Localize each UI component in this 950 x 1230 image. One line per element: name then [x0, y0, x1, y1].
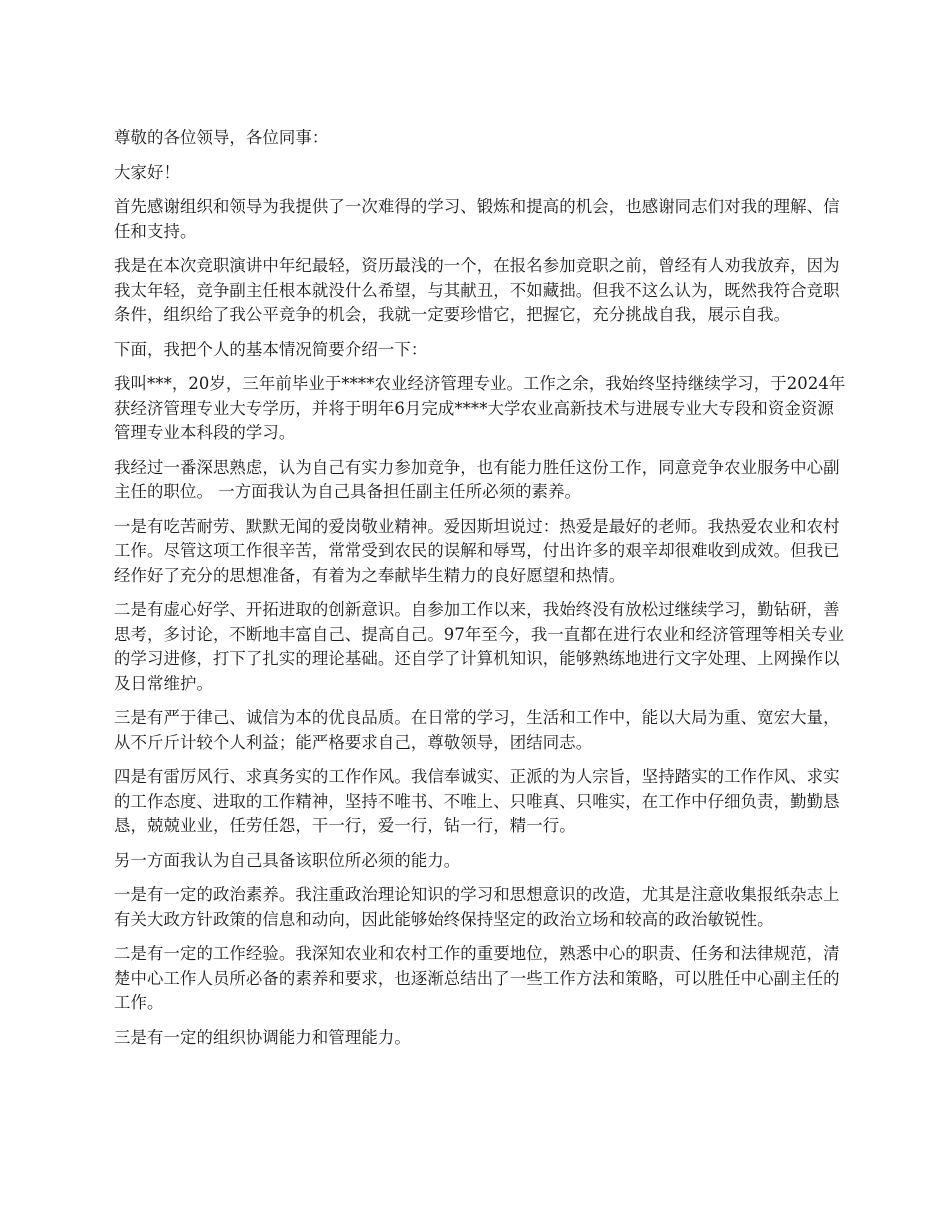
paragraph: 下面，我把个人的基本情况简要介绍一下： [114, 339, 428, 359]
paragraph: 我经过一番深思熟虑，认为自己有实力参加竞争，也有能力胜任这份工作，同意竞争农业服务中心副主任的职位。 一方面我认为自己具备担任副主任所必须的素养。 [114, 457, 840, 501]
paragraph: 另一方面我认为自己具备该职位所必须的能力。 [114, 850, 461, 870]
paragraph: 我叫***，20岁，三年前毕业于****农业经济管理专业。工作之余，我始终坚持继续学习，于2024年获经济管理专业大专学历，并将于明年6月完成****大学农业高新技术与进展专业大专段和资金资源管理专业本科段的学习。 [114, 374, 846, 442]
document-body [114, 126, 848, 1060]
paragraph: 二是有一定的工作经验。我深知农业和农村工作的重要地位，熟悉中心的职责、任务和法律规范，清楚中心工作人员所必备的素养和要求，也逐渐总结出了一些工作方法和策略，可以胜任中心副主任的工作。 [114, 944, 840, 1012]
paragraph: 三是有一定的组织协调能力和管理能力。 [114, 1027, 411, 1047]
paragraph: 首先感谢组织和领导为我提供了一次难得的学习、锻炼和提高的机会，也感谢同志们对我的理解、信任和支持。 [114, 197, 840, 241]
paragraph: 我是在本次竞职演讲中年纪最轻，资历最浅的一个，在报名参加竞职之前，曾经有人劝我放弃，因为我太年轻，竞争副主任根本就没什么希望，与其献丑，不如藏拙。但我不这么认为，既然我符合竞职条件，组织给了我公平竞争的机会，我就一定要珍惜它，把握它，充分挑战自我，展示自我。 [114, 256, 840, 324]
salutation: 尊敬的各位领导，各位同事： [114, 128, 329, 147]
paragraph: 一是有一定的政治素养。我注重政治理论知识的学习和思想意识的改造，尤其是注意收集报纸杂志上有关大政方针政策的信息和动向，因此能够始终保持坚定的政治立场和较高的政治敏锐性。 [114, 885, 840, 929]
paragraph: 四是有雷厉风行、求真务实的工作作风。我信奉诚实、正派的为人宗旨，坚持踏实的工作作风、求实的工作态度、进取的工作精神，坚持不唯书、不唯上、只唯真、只唯实，在工作中仔细负责，勤勤恳恳，兢兢业业，任劳任怨，干一行，爱一行，钻一行，精一行。 [114, 767, 840, 835]
paragraph: 二是有虚心好学、开拓进取的创新意识。自参加工作以来，我始终没有放松过继续学习，勤钻研，善思考，多讨论，不断地丰富自己、提高自己。97年至今，我一直都在进行农业和经济管理等相关专业的学习进修，打下了扎实的理论基础。还自学了计算机知识，能够熟练地进行文字处理、上网操作以及日常维护。 [114, 600, 845, 693]
paragraph: 一是有吃苦耐劳、默默无闻的爱岗敬业精神。爱因斯坦说过：热爱是最好的老师。我热爱农业和农村工作。尽管这项工作很辛苦，常常受到农民的误解和辱骂，付出许多的艰辛却很难收到成效。但我已经作好了充分的思想准备，有着为之奉献毕生精力的良好愿望和热情。 [114, 516, 840, 585]
paragraph: 三是有严于律己、诚信为本的优良品质。在日常的学习，生活和工作中，能以大局为重、宽宏大量，从不斤斤计较个人利益；能严格要求自己，尊敬领导，团结同志。 [114, 708, 840, 752]
greeting: 大家好！ [114, 162, 180, 182]
